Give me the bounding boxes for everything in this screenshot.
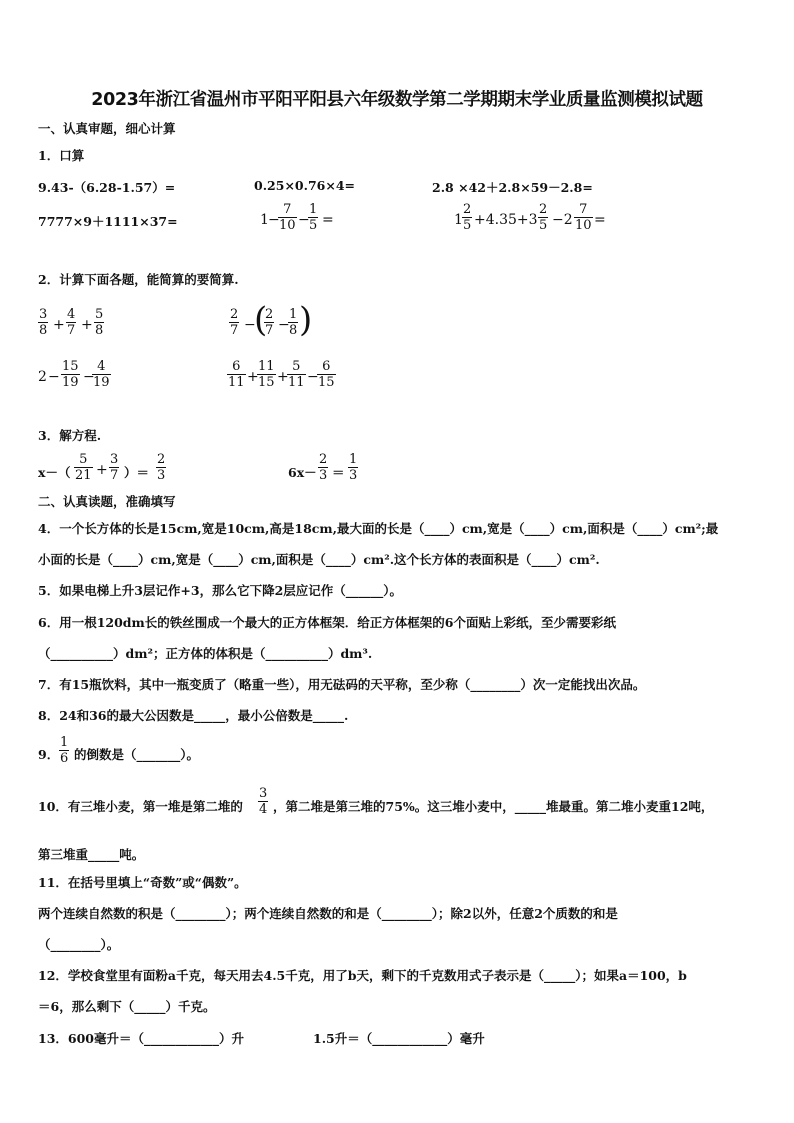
denominator: 4 [259, 802, 268, 817]
q3-b-fraction-2 [348, 452, 358, 483]
q9-text: 的倒数是（_______）。 [74, 747, 200, 762]
q1-e6-fraction-3 [574, 202, 593, 233]
numerator: 6 [232, 359, 241, 374]
numerator: 1 [309, 202, 318, 217]
q1-expression-1: 9.43-（6.28-1.57）= [38, 180, 176, 195]
numerator: 2 [319, 452, 328, 467]
denominator: 7 [230, 323, 239, 338]
numerator: 11 [258, 359, 275, 374]
q10-text-1: 10．有三堆小麦，第一堆是第二堆的 [38, 799, 243, 814]
denominator: 15 [318, 375, 335, 390]
numerator: 1 [60, 735, 69, 750]
denominator: 7 [265, 323, 274, 338]
question-4-line-2: 小面的长是（____）cm,宽是（____）cm,面积是（____）cm².这个长方体的表面积是（____）cm². [38, 552, 600, 567]
numerator: 3 [39, 307, 48, 322]
q1-e5-fraction-1 [278, 202, 297, 233]
q2-a-plus-2: + [81, 317, 93, 333]
numerator: 2 [539, 202, 548, 217]
page-title: 2023年浙江省温州市平阳平阳县六年级数学第二学期期末学业质量监测模拟试题 [91, 90, 703, 110]
q2-c-fraction-1 [61, 359, 80, 390]
q2-c-fraction-2 [92, 359, 111, 390]
denominator: 5 [463, 218, 472, 233]
denominator: 19 [93, 375, 110, 390]
denominator: 3 [349, 468, 358, 483]
numerator: 1 [289, 307, 298, 322]
question-6-line-2: （__________）dm²；正方体的体积是（__________）dm³. [38, 646, 373, 661]
q3-a-suffix: ）＝ [124, 465, 150, 480]
numerator: 2 [265, 307, 274, 322]
question-11-line-3: （________）。 [38, 937, 120, 952]
q2-d-fraction-3 [287, 359, 306, 390]
question-12-line-1: 12．学校食堂里有面粉a千克，每天用去4.5千克，用了b天，剩下的千克数用式子表示是（_____）；如果a＝100，b [38, 968, 687, 983]
q10-text-3: 第三堆重_____吨。 [38, 847, 145, 862]
q1-e6-middle: +4.35+3 [474, 212, 538, 228]
denominator: 19 [62, 375, 79, 390]
q2-d-minus: − [307, 369, 319, 385]
numerator: 4 [67, 307, 76, 322]
q2-d-fraction-4 [317, 359, 336, 390]
q3-b-fraction-1 [318, 452, 328, 483]
question-12-line-2: ＝6，那么剩下（_____）千克。 [38, 999, 216, 1014]
q2-b-minus-2: − [278, 317, 290, 333]
question-2-label: 2．计算下面各题，能简算的要简算. [38, 272, 239, 287]
q9-number: 9． [38, 747, 60, 762]
numerator: 2 [157, 452, 166, 467]
question-8: 8．24和36的最大公因数是_____，最小公倍数是_____. [38, 708, 349, 723]
numerator: 5 [95, 307, 104, 322]
q1-e6-whole-1: 1 [454, 212, 463, 228]
q10-fraction [258, 786, 268, 817]
q1-e6-fraction-2 [538, 202, 548, 233]
denominator: 11 [228, 375, 245, 390]
question-13-part-1: 13．600毫升＝（____________）升 [38, 1031, 244, 1046]
numerator: 1 [349, 452, 358, 467]
q1-expression-4: 7777×9＋1111×37= [38, 214, 178, 229]
q10-text-2: ，第二堆是第三堆的75%。这三堆小麦中，_____堆最重。第二堆小麦重12吨， [273, 799, 714, 814]
q2-d-fraction-2 [257, 359, 276, 390]
denominator: 10 [575, 218, 592, 233]
q3-a-fraction-2 [109, 452, 119, 483]
q2-c-minus-1: − [48, 369, 60, 385]
question-4-line-1: 4．一个长方体的长是15cm,宽是10cm,高是18cm,最大面的长是（____）cm,宽是（____）cm,面积是（____）cm²;最 [38, 521, 719, 536]
numerator: 5 [79, 452, 88, 467]
q2-b-right-paren: ) [299, 300, 313, 340]
denominator: 7 [110, 468, 119, 483]
denominator: 15 [258, 375, 275, 390]
q2-c-whole: 2 [38, 369, 47, 385]
q9-fraction [59, 735, 69, 766]
question-5: 5．如果电梯上升3层记作+3，那么它下降2层应记作（______）。 [38, 583, 403, 598]
q3-a-prefix: x－（ [38, 465, 71, 480]
q3-b-equals: ＝ [332, 465, 345, 480]
q1-e6-fraction-1 [462, 202, 472, 233]
denominator: 5 [539, 218, 548, 233]
denominator: 3 [157, 468, 166, 483]
question-11-line-1: 11．在括号里填上“奇数”或“偶数”。 [38, 875, 247, 890]
denominator: 10 [279, 218, 296, 233]
q1-expression-2: 0.25×0.76×4= [254, 178, 356, 193]
q2-d-plus-2: + [277, 369, 289, 385]
section-heading-1: 一、认真审题，细心计算 [38, 121, 176, 136]
numerator: 7 [579, 202, 588, 217]
q3-a-fraction-1 [74, 452, 93, 483]
denominator: 6 [60, 751, 69, 766]
q3-b-prefix: 6x－ [288, 465, 317, 480]
numerator: 5 [292, 359, 301, 374]
q1-e5-equals: = [322, 212, 334, 228]
question-13-part-2: 1.5升＝（____________）毫升 [313, 1031, 485, 1046]
numerator: 4 [97, 359, 106, 374]
q2-a-fraction-1 [38, 307, 48, 338]
numerator: 2 [463, 202, 472, 217]
question-6-line-1: 6．用一根120dm长的铁丝围成一个最大的正方体框架．给正方体框架的6个面贴上彩纸，至少需要彩纸 [38, 615, 616, 630]
numerator: 15 [62, 359, 79, 374]
q2-b-minus-1: − [244, 317, 256, 333]
numerator: 3 [259, 786, 268, 801]
q1-e6-equals: = [594, 212, 606, 228]
denominator: 3 [319, 468, 328, 483]
denominator: 11 [288, 375, 305, 390]
denominator: 8 [95, 323, 104, 338]
denominator: 7 [67, 323, 76, 338]
section-heading-2: 二、认真读题，准确填写 [38, 494, 176, 509]
numerator: 6 [322, 359, 331, 374]
question-11-line-2: 两个连续自然数的积是（________）；两个连续自然数的和是（________）；除2以外，任意2个质数的和是 [38, 906, 618, 921]
denominator: 21 [75, 468, 92, 483]
denominator: 8 [39, 323, 48, 338]
q2-b-fraction-3 [288, 307, 298, 338]
denominator: 5 [309, 218, 318, 233]
q2-b-fraction-1 [229, 307, 239, 338]
q1-expression-3: 2.8 ×42＋2.8×59－2.8= [432, 180, 593, 195]
q1-e5-minus-2: − [298, 212, 310, 228]
numerator: 3 [110, 452, 119, 467]
denominator: 8 [289, 323, 298, 338]
q2-b-left-paren: ( [254, 300, 268, 340]
q2-a-fraction-3 [94, 307, 104, 338]
q1-e5-whole: 1 [260, 212, 269, 228]
numerator: 7 [283, 202, 292, 217]
q3-a-fraction-3 [156, 452, 166, 483]
q2-a-fraction-2 [66, 307, 76, 338]
q2-a-plus-1: + [53, 317, 65, 333]
q2-d-fraction-1 [227, 359, 246, 390]
question-3-label: 3．解方程. [38, 428, 102, 443]
q2-c-minus-2: − [83, 369, 95, 385]
question-1-label: 1．口算 [38, 148, 85, 163]
numerator: 2 [230, 307, 239, 322]
q1-e5-fraction-2 [308, 202, 318, 233]
q2-d-plus-1: + [247, 369, 259, 385]
question-7: 7．有15瓶饮料，其中一瓶变质了（略重一些），用无砝码的天平称，至少称（________）次一定能找出次品。 [38, 677, 646, 692]
q1-e5-minus-1: − [268, 212, 280, 228]
q3-a-plus: + [96, 462, 108, 478]
q1-e6-minus-2: −2 [552, 212, 573, 228]
q2-b-fraction-2 [264, 307, 274, 338]
